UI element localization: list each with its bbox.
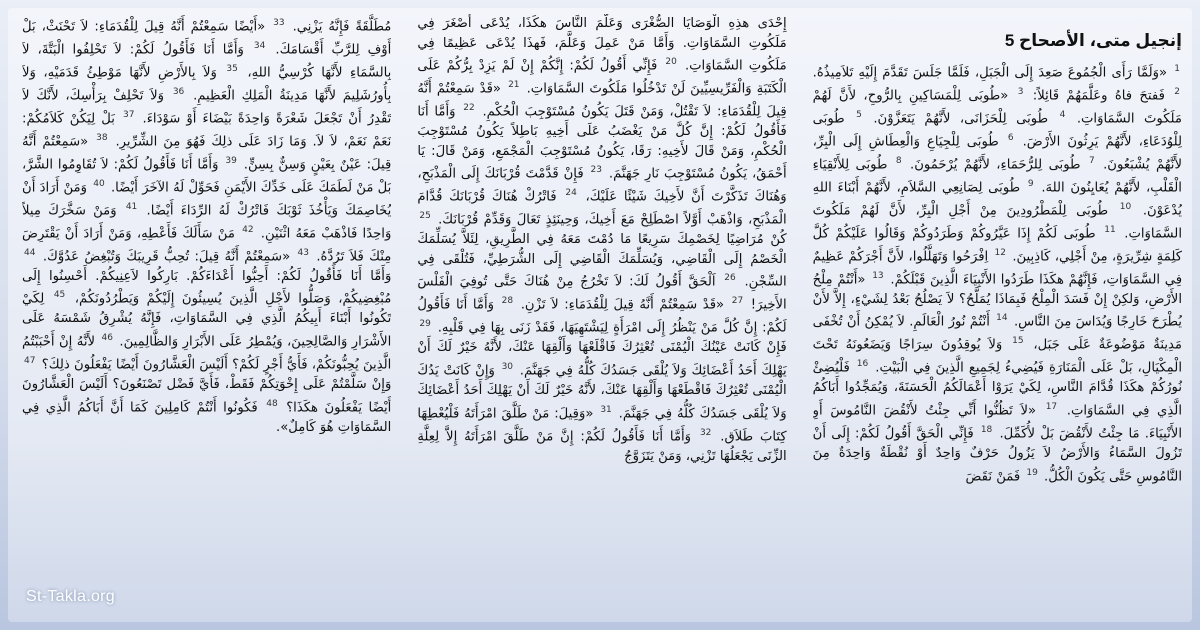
verse-text: «أَيْضًا سَمِعْتُمْ أَنَّهُ قِيلَ لِلْقُدَمَاءِ: لاَ تَحْنَثْ، بَلْ أَوْفِ لِلرَّبِّ أَقْسَامَكَ. xyxy=(22,19,392,58)
verse-number: 24 xyxy=(565,188,577,199)
verse-number: 2 xyxy=(1174,86,1180,97)
verse-number: 3 xyxy=(1017,86,1024,97)
verse-number: 23 xyxy=(590,165,602,176)
verse-number: 37 xyxy=(122,109,135,120)
verse-number: 42 xyxy=(242,224,254,235)
verse-text: فَلْيُضِئْ نُورُكُمْ هكَذَا قُدَّامَ النَّاسِ، لِكَيْ يَرَوْا أَعْمَالَكُمُ الْحَسَنَةَ، وَيُمَجِّدُوا أَبَاكُمُ الَّذِي فِي السَّمَاوَاتِ. xyxy=(812,360,1182,419)
verse-number: 12 xyxy=(994,247,1006,258)
verse-text: فَكُونُوا أَنْتُمْ كَامِلِينَ كَمَا أَنَّ أَبَاكُمُ الَّذِي فِي السَّمَاوَاتِ هُوَ كَامِلٌ». xyxy=(22,399,392,435)
verse-text: طُوبَى لِلْجِيَاعِ وَالْعِطَاشِ إِلَى الْبِرِّ، لأَنَّهُمْ يُشْبَعُونَ. xyxy=(812,134,1182,173)
verse-number: 48 xyxy=(266,398,278,409)
verse-number: 8 xyxy=(895,155,902,166)
verse-text: وَأَمَّا أَنَا فَأَقُولُ لَكُمْ: أَحِبُّوا أَعْدَاءَكُمْ. بَارِكُوا لاَعِنِيكُمْ. أَحْسِنُوا إِلَى مُبْغِضِيكُمْ، وَصَلُّوا لأَجْلِ الَّذِينَ يُسِيئُونَ إِلَيْكُمْ وَيَطْرُدُونَكُمْ، xyxy=(22,268,392,307)
verse-text: وَلاَ يُوقِدُونَ سِرَاجًا وَيَضَعُونَهُ تَحْتَ الْمِكْيَالِ، بَلْ عَلَى الْمَنَارَةِ فَيُضِيءُ لِجَمِيعِ الَّذِينَ فِي الْبَيْتِ. xyxy=(812,337,1182,376)
verse-text: بَلْ لِيَكُنْ كَلاَمُكُمْ: نَعَمْ نَعَمْ، لاَ لاَ. وَمَا زَادَ عَلَى ذلِكَ فَهُوَ مِنَ الشِّرِّيرِ. xyxy=(22,111,392,150)
verse-text: فَاتْرُكْ هُنَاكَ قُرْبَانَكَ قُدَّامَ الْمَذْبَحِ، وَاذْهَبْ أَوَّلاً اصْطَلِحْ مَعَ أَخِيكَ، وَحِينَئِذٍ تَعَالَ وَقَدِّمْ قُرْبَانَكَ. xyxy=(417,189,787,228)
verse-text: «وَلَمَّا رَأَى الْجُمُوعَ صَعِدَ إِلَى الْجَبَلِ، فَلَمَّا جَلَسَ تَقَدَّمَ إِلَيْهِ تَلاَمِيذُهُ. xyxy=(812,65,1168,81)
column-left xyxy=(22,14,391,614)
verse-text: وَلاَ بِالأَرْضِ لأَنَّهَا مَوْطِئُ قَدَمَيْهِ، وَلاَ بِأُورُشَلِيمَ لأَنَّهَا مَدِينَةُ الْمَلِكِ الْعَظِيمِ. xyxy=(22,65,392,104)
verse-text: مُطَلَّقَةً فَإِنَّهُ يَزْنِي. xyxy=(292,19,392,35)
verse-number: 29 xyxy=(419,319,431,330)
verse-text: وَمَنْ سَخَّرَكَ مِيلاً وَاحِدًا فَاذْهَبْ مَعَهُ اثْنَيْنِ. xyxy=(22,203,392,242)
verse-text: «أَنْتُمْ مِلْحُ الأَرْضِ، وَلكِنْ إِنْ فَسَدَ الْمِلْحُ فَبِمَاذَا يُمَلَّحُ؟ لاَ يَصْلُحُ بَعْدُ لِشَيْءٍ، إِلاَّ لأَنْ يُطْرَحَ خَارِجًا وَيُدَاسَ مِنَ النَّاسِ. xyxy=(812,272,1182,330)
verse-text: وَلاَ تَحْلِفْ بِرَأْسِكَ، لأَنَّكَ لاَ تَقْدِرُ أَنْ تَجْعَلَ شَعْرَةً وَاحِدَةً بَيْضَاءَ أَوْ سَوْدَاءَ. xyxy=(22,88,392,127)
verse-number: 18 xyxy=(980,424,993,435)
column-right-text xyxy=(813,60,1182,487)
verse-text: لِكَيْ تَكُونُوا أَبْنَاءَ أَبِيكُمُ الَّذِي فِي السَّمَاوَاتِ، فَإِنَّهُ يُشْرِقُ شَمْسَهُ عَلَى الأَشْرَارِ وَالصَّالِحِينَ، وَيُمْطِرُ عَلَى الأَبْرَارِ وَالظَّالِمِينَ. xyxy=(22,291,392,350)
verse-number: 28 xyxy=(501,296,514,307)
verse-number: 6 xyxy=(1007,132,1014,143)
verse-text: أَنْتُمْ نُورُ الْعَالَمِ. لاَ يُمْكِنُ أَنْ تُخْفَى مَدِينَةٌ مَوْضُوعَةٌ عَلَى جَبَل، xyxy=(812,314,1182,353)
verse-text: وَمَنْ أَرَادَ أَنْ يُخَاصِمَكَ وَيَأْخُذَ ثَوْبَكَ فَاتْرُكْ لَهُ الرِّدَاءَ أَيْضًا. xyxy=(22,180,392,219)
verse-number: 26 xyxy=(724,273,736,284)
verse-number: 38 xyxy=(96,132,108,143)
verse-text: وَإِنْ كَانَتْ يَدُكَ الْيُمْنَى تُعْثِرُكَ فَاقْطَعْهَا وَأَلْقِهَا عَنْكَ، لأَنَّهُ خَيْرٌ لَكَ أَنْ يَهْلِكَ أَحَدُ أَعْضَائِكَ وَلاَ يُلْقَى جَسَدُكَ كُلُّهُ فِي جَهَنَّمَ. xyxy=(417,363,787,421)
verse-text: فَإِنْ قَدَّمْتَ قُرْبَانَكَ إِلَى الْمَذْبَحِ، وَهُنَاكَ تَذَكَّرْتَ أَنَّ لأَخِيكَ شَيْئًا عَلَيْكَ، xyxy=(417,166,787,205)
verse-text: طُوبَى لَكُمْ إِذَا عَيَّرُوكُمْ وَطَرَدُوكُمْ وَقَالُوا عَلَيْكُمْ كُلَّ كَلِمَةٍ شِرِّيرَةٍ، مِنْ أَجْلِي، كَاذِبِينَ. xyxy=(812,226,1182,265)
verse-number: 43 xyxy=(297,247,309,258)
verse-number: 20 xyxy=(665,57,677,68)
verse-text: فَمَنْ نَقَضَ xyxy=(965,468,1021,484)
verse-text: اَلْحَقَّ أَقُولُ لَكَ: لاَ تَخْرُجُ مِنْ هُنَاكَ حَتَّى تُوفِيَ الْفَلْسَ الأَخِيرَ! xyxy=(417,274,787,313)
verse-text: طُوبَى لِلأَنْقِيَاءِ الْقَلْبِ، لأَنَّهُمْ يُعَايِنُونَ اللهَ. xyxy=(812,157,1182,196)
verse-number: 22 xyxy=(463,103,475,114)
verse-text: «قَدْ سَمِعْتُمْ أَنَّهُ قِيلَ لِلْقُدَمَاءِ: لاَ تَزْنِ. xyxy=(520,297,725,313)
verse-number: 14 xyxy=(996,313,1008,324)
verse-number: 47 xyxy=(24,355,36,366)
verse-number: 11 xyxy=(1104,224,1116,235)
column-left-text xyxy=(22,14,391,437)
verse-number: 7 xyxy=(1088,155,1095,166)
verse-number: 41 xyxy=(125,201,138,212)
verse-text: لأَنَّهُ إِنْ أَحْبَبْتُمُ الَّذِينَ يُحِبُّونَكُمْ، فَأَيُّ أَجْرٍ لَكُمْ؟ أَلَيْسَ الْعَشَّارُونَ أَيْضًا يَفْعَلُونَ ذلِكَ؟ xyxy=(22,334,392,373)
verse-number: 1 xyxy=(1174,64,1180,74)
verse-text: «لاَ تَظُنُّوا أَنِّي جِئْتُ لأَنْقُضَ النَّامُوسَ أَوِ الأَنْبِيَاءَ. مَا جِئْتُ لأَنْقُضَ بَلْ لأُكَمِّلَ. xyxy=(812,403,1182,442)
verse-number: 25 xyxy=(419,211,431,222)
column-middle-text xyxy=(417,14,786,466)
verse-text: «سَمِعْتُمْ أَنَّهُ قِيلَ: عَيْنٌ بِعَيْنٍ وَسِنٌّ بِسِنٍّ. xyxy=(22,134,392,173)
verse-number: 21 xyxy=(508,80,520,91)
verse-text: فَإِنِّي أَقُولُ لَكُمْ: إِنَّكُمْ إِنْ لَمْ يَزِدْ بِرُّكُمْ عَلَى الْكَتَبَةِ وَالْفَرِّيسِيِّينَ لَنْ تَدْخُلُوا مَلَكُوتَ السَّمَاوَاتِ. xyxy=(417,58,787,97)
verse-number: 32 xyxy=(699,427,712,438)
verse-text: «قَدْ سَمِعْتُمْ أَنَّهُ قِيلَ لِلْقُدَمَاءِ: لاَ تَقْتُلْ، وَمَنْ قَتَلَ يَكُونُ مُسْتَوْجِبَ الْحُكْمِ. xyxy=(417,81,787,120)
verse-number: 15 xyxy=(1012,336,1024,347)
column-middle xyxy=(417,14,786,614)
verse-text: إِحْدَى هذِهِ الْوَصَايَا الصُّغْرَى وَعَلَّمَ النَّاسَ هكَذَا، يُدْعَى أَصْغَرَ فِي مَلَكُوتِ السَّمَاوَاتِ. وَأَمَّا مَنْ عَمِلَ وَعَلَّمَ، فَهذَا يُدْعَى عَظِيمًا فِي مَلَكُوتِ السَّمَاوَاتِ. xyxy=(417,16,787,74)
chapter-title: إنجيل متى، الأصحاح 5 xyxy=(1004,31,1182,50)
verse-text: «سَمِعْتُمْ أَنَّهُ قِيلَ: تُحِبُّ قَرِيبَكَ وَتُبْغِضُ عَدُوَّكَ. xyxy=(42,249,291,265)
verse-text: «وَقِيلَ: مَنْ طَلَّقَ امْرَأَتَهُ فَلْيُعْطِهَا كِتَابَ طَلاَق. xyxy=(417,405,787,444)
verse-text: وَأَمَّا أَنَا فَأَقُولُ لَكُمْ: إِنَّ كُلَّ مَنْ يَنْظُرُ إِلَى امْرَأَةٍ لِيَشْتَهِيَهَا، فَقَدْ زَنَى بِهَا فِي قَلْبِهِ. xyxy=(417,297,787,336)
verse-number: 40 xyxy=(93,178,105,189)
site-watermark: St-Takla.org xyxy=(26,588,115,605)
verse-text: فَإِنِّي الْحَقَّ أَقُولُ لَكُمْ: إِلَى أَنْ تَزُولَ السَّمَاءُ وَالأَرْضُ لاَ يَزُولُ حَرْفٌ وَاحِدٌ أَوْ نُقْطَةٌ وَاحِدَةٌ مِنَ النَّامُوسِ حَتَّى يَكُونَ الْكُلُّ. xyxy=(812,426,1182,484)
verse-text: طُوبَى لِلْمَطْرُودِينَ مِنْ أَجْلِ الْبِرِّ، لأَنَّ لَهُمْ مَلَكُوتَ السَّمَاوَاتِ. xyxy=(812,203,1182,242)
verse-number: 10 xyxy=(1119,201,1132,212)
verse-text: طُوبَى لِلْوُدَعَاءِ، لأَنَّهُمْ يَرِثُونَ الأَرْضَ. xyxy=(812,111,1182,150)
verse-number: 44 xyxy=(24,247,36,258)
verse-number: 33 xyxy=(273,18,285,28)
verse-text: اِفْرَحُوا وَتَهَلَّلُوا، لأَنَّ أَجْرَكُمْ عَظِيمٌ فِي السَّمَاوَاتِ، فَإِنَّهُمْ هكَذَا طَرَدُوا الأَنْبِيَاءَ الَّذِينَ قَبْلَكُمْ. xyxy=(812,249,1182,288)
verse-text: طُوبَى لِلْحَزَانَى، لأَنَّهُمْ يَتَعَزَّوْنَ. xyxy=(873,111,1049,127)
verse-number: 45 xyxy=(53,290,66,301)
verse-text: وَأَمَّا أَنَا فَأَقُولُ لَكُمْ: لاَ تَحْلِفُوا الْبَتَّةَ، لاَ بِالسَّمَاءِ لأَنَّهَا كُرْسِيُّ اللهِ، xyxy=(22,42,392,81)
verse-number: 35 xyxy=(226,63,238,74)
verse-number: 9 xyxy=(1027,178,1034,189)
verse-text: طُوبَى لِصَانِعِي السَّلاَمِ، لأَنَّهُمْ أَبْنَاءَ اللهِ يُدْعَوْنَ. xyxy=(812,180,1182,219)
verse-number: 31 xyxy=(600,404,612,415)
verse-text: كُنْ مُرَاضِيًا لِخَصْمِكَ سَرِيعًا مَا دُمْتَ مَعَهُ فِي الطَّرِيقِ، لِئَلاَّ يُسَلِّمَكَ الْخَصْمُ إِلَى الْقَاضِي، وَيُسَلِّمَكَ الْقَاضِي إِلَى الشُّرَطِيِّ، فَتُلْقَى فِي السِّجْنِ. xyxy=(417,232,787,290)
verse-text: وَإِنْ سَلَّمْتُمْ عَلَى إِخْوَتِكُمْ فَقَطْ، فَأَيَّ فَضْل تَصْنَعُونَ؟ أَلَيْسَ الْعَشَّارُونَ أَيْضًا يَفْعَلُونَ هكَذَا؟ xyxy=(22,376,392,415)
verse-text: «طُوبَى لِلْمَسَاكِينِ بِالرُّوحِ، لأَنَّ لَهُمْ مَلَكُوتَ السَّمَاوَاتِ. xyxy=(812,88,1182,127)
page xyxy=(8,8,1192,622)
verse-text: فَإِنْ كَانَتْ عَيْنُكَ الْيُمْنَى تُعْثِرُكَ فَاقْلَعْهَا وَأَلْقِهَا عَنْكَ، لأَنَّهُ خَيْرٌ لَكَ أَنْ يَهْلِكَ أَحَدُ أَعْضَائِكَ وَلاَ يُلْقَى جَسَدُكَ كُلُّهُ فِي جَهَنَّمَ. xyxy=(417,340,787,379)
verse-text: طُوبَى لِلرُّحَمَاءِ، لأَنَّهُمْ يُرْحَمُونَ. xyxy=(910,157,1081,173)
verse-number: 5 xyxy=(856,109,862,120)
verse-number: 13 xyxy=(872,270,884,281)
verse-number: 16 xyxy=(856,359,869,370)
verse-text: مَنْ سَأَلَكَ فَأَعْطِهِ، وَمَنْ أَرَادَ أَنْ يَقْتَرِضَ مِنْكَ فَلاَ تَرُدَّهُ. xyxy=(22,226,392,265)
verse-number: 39 xyxy=(225,155,237,166)
verse-text: وَأَمَّا أَنَا فَأَقُولُ لَكُمْ: لاَ تُقَاوِمُوا الشَّرَّ، بَلْ مَنْ لَطَمَكَ عَلَى خَدِّكَ الأَيْمَنِ فَحَوِّلْ لَهُ الآخَرَ أَيْضًا. xyxy=(22,157,392,196)
verse-number: 4 xyxy=(1059,109,1066,120)
verse-text: فَفتحَ فاهُ وعَلَّمَهُمْ قَائِلاً: xyxy=(1032,88,1165,104)
verse-number: 36 xyxy=(172,86,185,97)
verse-number: 19 xyxy=(1026,467,1038,478)
verse-number: 27 xyxy=(731,296,744,307)
text-columns xyxy=(22,14,1182,614)
verse-number: 34 xyxy=(253,40,266,51)
verse-number: 30 xyxy=(501,362,514,373)
verse-number: 17 xyxy=(1045,401,1058,412)
verse-text: وَأَمَّا أَنَا فَأَقُولُ لَكُمْ: إِنَّ مَنْ طَلَّقَ امْرَأَتَهُ إِلاَّ لِعِلَّةِ الزِّنَى يَجْعَلُهَا تَزْنِي، وَمَنْ يَتَزَوَّجُ xyxy=(417,428,787,464)
verse-text: وَأَمَّا أَنَا فَأَقُولُ لَكُمْ: إِنَّ كُلَّ مَنْ يَغْضَبُ عَلَى أَخِيهِ بَاطِلاً يَكُونُ مُسْتَوْجِبَ الْحُكْمِ، وَمَنْ قَالَ لأَخِيهِ: رَقَا، يَكُونُ مُسْتَوْجِبَ الْمَجْمَعِ، وَمَنْ قَالَ: يَا أَحْمَقُ، يَكُونُ مُسْتَوْجِبَ نَارِ جَهَنَّمَ. xyxy=(417,104,787,182)
column-right xyxy=(813,14,1182,614)
verse-number: 46 xyxy=(101,333,113,343)
